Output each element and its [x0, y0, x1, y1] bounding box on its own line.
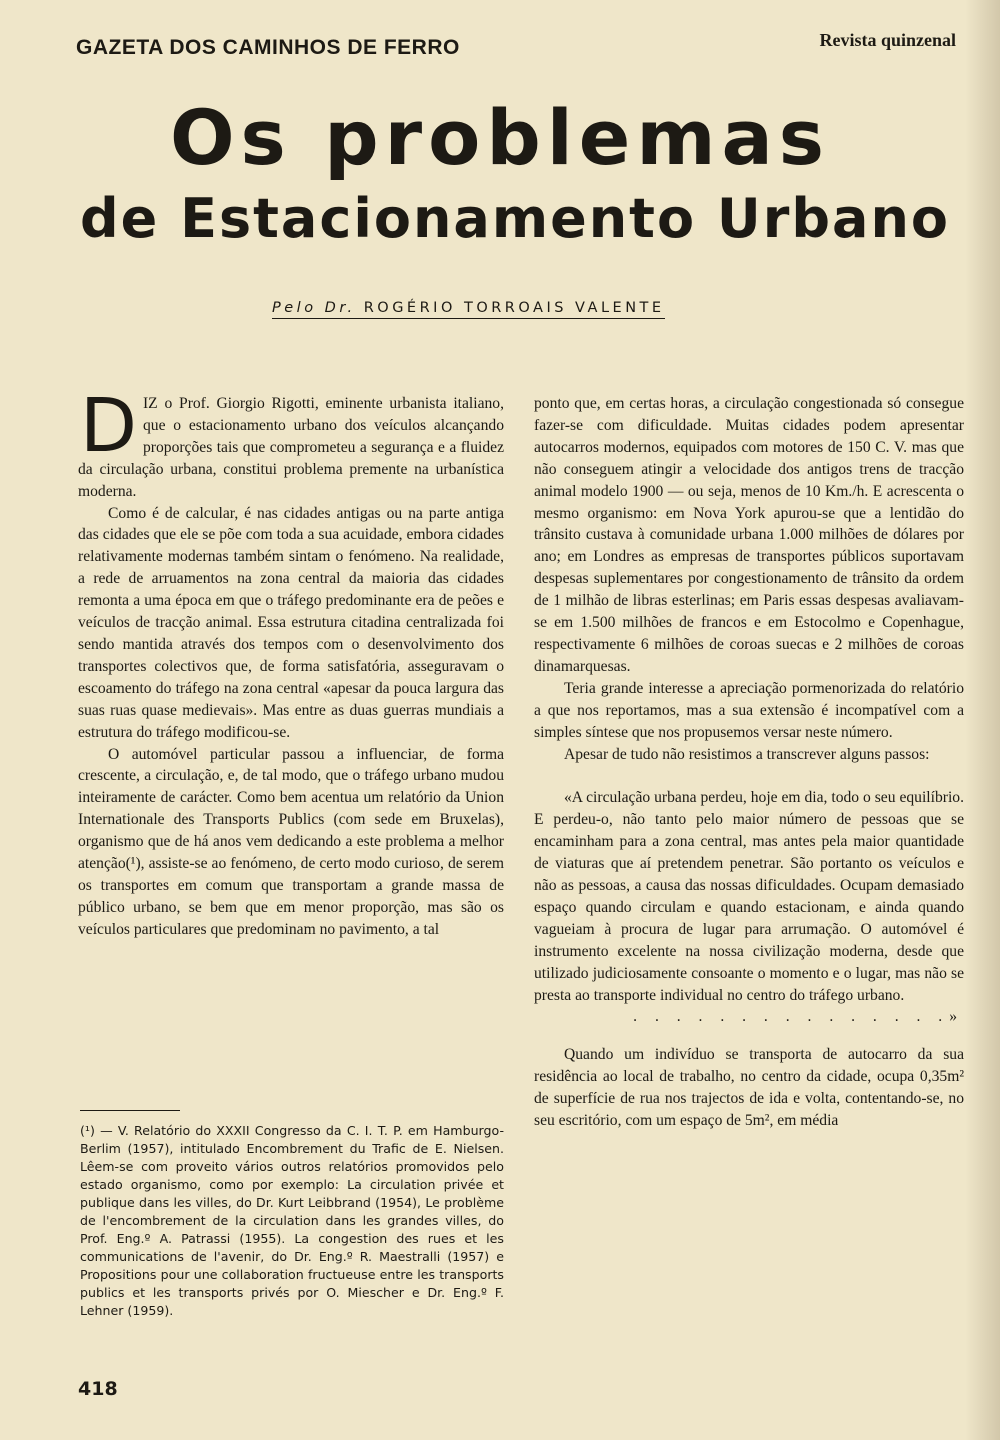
- paragraph-r3: Apesar de tudo não resistimos a transcrever alguns passos:: [564, 745, 930, 763]
- masthead: GAZETA DOS CAMINHOS DE FERRO: [76, 36, 460, 59]
- footnote-rule: [80, 1110, 180, 1111]
- byline-author: ROGÉRIO TORROAIS VALENTE: [363, 300, 665, 316]
- paragraph-r2: Teria grande interesse a apreciação pormenorizada do relatório a que nos reportamos, mas a sua extensão é incompatível com a simples síntese que nos propusemos versar neste número.: [534, 679, 964, 741]
- ellipsis-line: . . . . . . . . . . . . . . .»: [633, 1008, 964, 1026]
- paragraph-r1: ponto que, em certas horas, a circulação congestionada só consegue fazer-se com dificuldade. Muitas cidades podem apresentar autocarros modernos, equipados com motores de 150 C. V. mas que não conseguem atingir a velocidade dos antigos trens de tracção animal modelo 1900 — ou seja, menos de 10 Km./h. E acrescenta o mesmo organismo: em Nova York apurou-se que a lentidão do trânsito custava à comunidade urbana 1.000 milhões de dólares por ano; em Londres as empresas de transportes públicos suportavam despesas suplementares por congestionamento de trânsito da ordem de 1 milhão de libras esterlinas; em Paris essas despesas avaliavam-se em 1.500 milhões de francos e em Estocolmo e Copenhague, respectivamente 6 milhões de coroas suecas e 2 milhões de coroas dinamarquesas.: [534, 395, 964, 675]
- page-number: 418: [78, 1378, 118, 1400]
- drop-cap: D: [80, 383, 137, 469]
- quoted-passage: «A circulação urbana perdeu, hoje em dia, todo o seu equilíbrio. E perdeu-o, não tanto pelo maior número de pessoas que se encaminham para a zona central, mas antes pela maior quantidade de viaturas que aí pretendem penetrar. São portanto os veículos e não as pessoas, a causa das nossas dificuldades. Ocupam demasiado espaço quando circulam e quando estacionam, e ainda quando vagueiam à procura de lugar para arrumação. O automóvel é instrumento excelente na nossa civilização moderna, desde que utilizado judiciosamente consoante o momento e o lugar, mas não se presta ao transporte individual no centro do tráfego urbano.: [534, 789, 964, 1004]
- left-column: [78, 383, 504, 941]
- right-column: [534, 393, 964, 1132]
- paragraph-2: Como é de calcular, é nas cidades antigas ou na parte antiga das cidades que ele se põe com toda a sua acuidade, embora cidades relativamente modernas também sintam o fenómeno. Na realidade, a rede de arruamentos na zona central da maioria das cidades remonta a uma época em que o tráfego predominante era de peões e veículos de tracção animal. Essa estrutura citadina centralizada foi sendo mantida através dos tempos com o desenvolvimento dos transportes colectivos que, de forma satisfatória, asseguravam o escoamento do tráfego na zona central «apesar da pouca largura das suas ruas quase medievais». Mas entre as duas guerras mundiais a estrutura do tráfego modificou-se.: [78, 504, 504, 741]
- paragraph-1-text: IZ o Prof. Giorgio Rigotti, eminente urbanista italiano, que o estacionamento urbano dos veículos alcançando proporções tais que comprometeu a segurança e a fluidez da circulação urbana, constitui problema premente na urbanística moderna.: [78, 395, 504, 500]
- byline-prefix: Pelo Dr.: [272, 300, 356, 316]
- article-title-line1: Os problemas: [169, 93, 831, 182]
- article-title-line2: de Estacionamento Urbano: [79, 187, 951, 250]
- revista-quinzenal-label: Revista quinzenal: [819, 30, 956, 50]
- footnote: [80, 1122, 504, 1320]
- paragraph-1: [78, 383, 504, 503]
- paragraph-r4: Quando um indivíduo se transporta de autocarro da sua residência ao local de trabalho, no centro da cidade, ocupa 0,35m² de superfície de rua nos trajectos de ida e volta, contentando-se, no seu escritório, com um espaço de 5m², em média: [534, 1046, 964, 1130]
- byline: [272, 300, 665, 319]
- paragraph-3: O automóvel particular passou a influenciar, de forma crescente, a circulação, e, de tal modo, que o tráfego urbano mudou inteiramente de carácter. Como bem acentua um relatório da Union Internationale des Transports Publics (com sede em Bruxelas), organismo que de há anos vem dedicando a este problema a melhor atenção(¹), assiste-se ao fenómeno, de certo modo curioso, de serem os transportes em comum que transportam a grande massa de público urbano, se bem que em menor proporção, mas são os veículos particulares que predominam no pavimento, a tal: [78, 745, 504, 938]
- footnote-text: (¹) — V. Relatório do XXXII Congresso da C. I. T. P. em Hamburgo-Berlim (1957), intitulado Encombrement du Trafic de E. Nielsen. Lêem-se com proveito vários outros relatórios promovidos pelo estado organismo, como por exemplo: La circulation privée et publique dans les villes, do Dr. Kurt Leibbrand (1954), Le problème de l'encombrement de la circulation dans les grandes villes, do Prof. Eng.º A. Patrassi (1955). La congestion des rues et les communications de l'avenir, do Dr. Eng.º R. Maestralli (1957) e Propositions pour une collaboration fructueuse entre les transports publics et les transports privés por O. Miescher e Dr. Eng.º F. Lehner (1959).: [80, 1123, 504, 1318]
- page-edge-shadow: [965, 0, 1000, 1440]
